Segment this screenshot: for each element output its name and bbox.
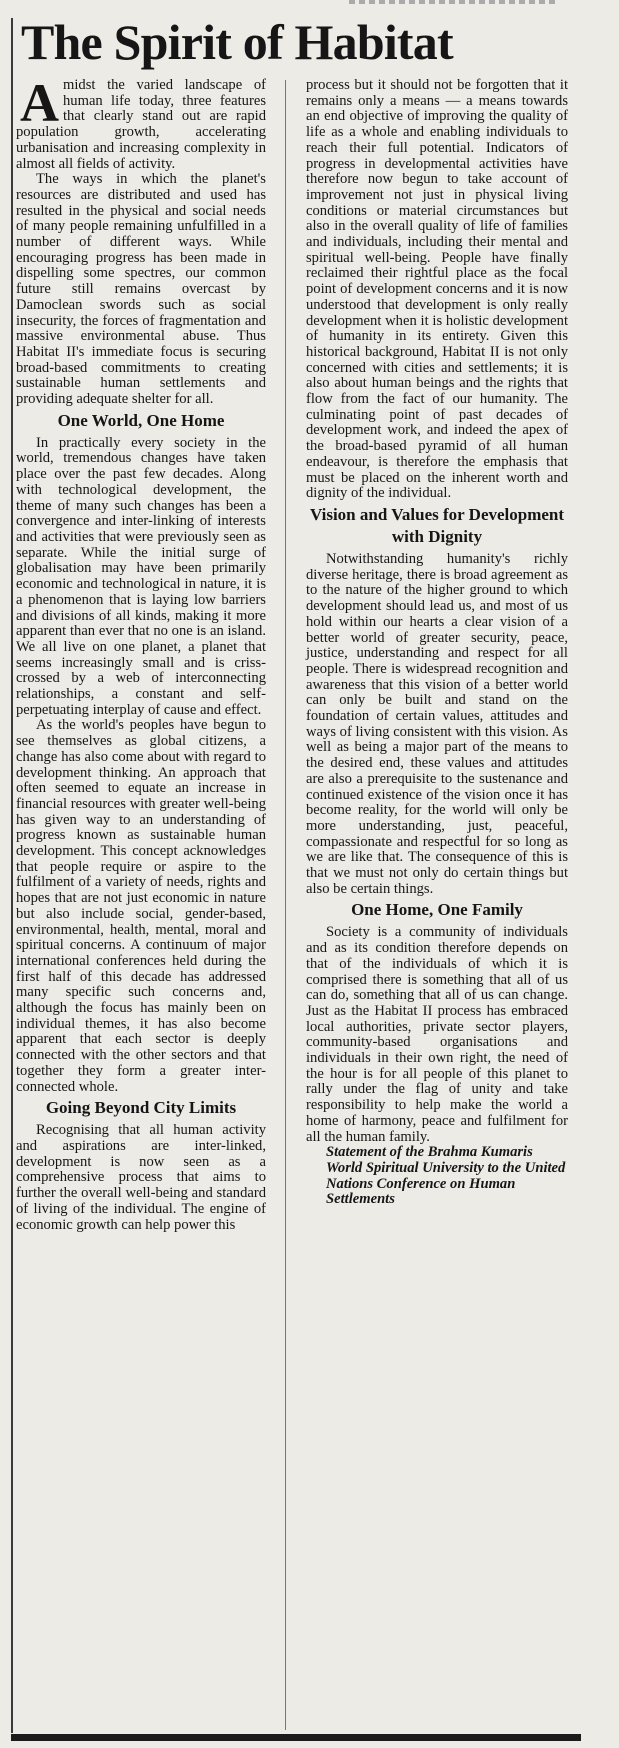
column-right xyxy=(306,78,568,1208)
paragraph: Society is a community of individuals and as its condition therefore depends on that of the individuals of which it is comprised there is something that all of us can do, something that all of us can change. Just as the Habitat II process has embraced local authorities, private sector players, community-based organisations and individuals in their own right, the need of the hour is for all people of this planet to rally under the flag of unity and take responsibility to help make the world a home of harmony, peace and fulfilment for all the human family. xyxy=(306,924,568,1145)
paragraph: Recognising that all human activity and aspirations are inter-linked, development is now seen as a comprehensive process that aims to further the overall well-being and standard of living of the individual. The engine of economic growth can help power this xyxy=(16,1122,266,1233)
bottom-border-rule xyxy=(11,1734,581,1741)
left-border-rule xyxy=(11,18,13,1733)
paragraph: The ways in which the planet's resources are distributed and used has resulted in the physical and social needs of many people remaining unfulfilled in a number of different ways. While encouraging progress has been made in dispelling some spectres, our common future still remains overcast by Damoclean swords such as social insecurity, the forces of fragmentation and massive environmental abuse. Thus Habitat II's immediate focus is securing broad-based commitments to creating sustainable human settlements and providing adequate shelter for all. xyxy=(16,171,266,408)
intro-paragraph: Amidst the varied landscape of human life today, three features that clearly stand out are rapid population growth, accelerating urbanisation and increasing complexity in almost all fields of activity. xyxy=(16,73,266,172)
subheading-vision: Vision and Values for Development with Dignity xyxy=(309,504,565,546)
paragraph-continued: process but it should not be forgotten that it remains only a means — a means towards an end objective of improving the quality of life as a whole and enabling individuals to reach their full potential. Indicators of progress in developmental activities have therefore now begun to take account of improvement not just in physical living conditions or material circumstances but also in the overall quality of life of families and individuals, including their mental and spiritual well-being. People have finally reclaimed their rightful place as the focal point of development concerns and it is now understood that development is only really development when it is holistic development of humanity in its entirety. Given this historical background, Habitat II is not only concerned with cities and settlements; it is also about human beings and the rights that flow from the fact of our humanity. The culminating point of past decades of development work, and indeed the apex of the broad-based pyramid of all human endeavour, is therefore the emphasis that must be placed on the inherent worth and dignity of the individual. xyxy=(306,77,568,502)
subheading-one-home: One Home, One Family xyxy=(351,900,523,920)
paragraph: Notwithstanding humanity's richly diverse heritage, there is broad agreement as to the nature of the higher ground to which development should lead us, and most of us hold within our hearts a clear vision of a better world of greater security, peace, justice, understanding and respect for all people. There is widespread recognition and awareness that this vision of a better world can only be built and stand on the foundation of certain values, attitudes and ways of living consistent with this vision. As well as being a major part of the means to the desired end, these values and attitudes are also a prerequisite to the sustenance and continued existence of the vision once it has become reality, for the world will only be more understanding, just, peaceful, compassionate and respectful for so long as we are like that. The consequence of this is that we must not only do certain things but also be certain things. xyxy=(306,550,568,897)
paragraph: In practically every society in the world, tremendous changes have taken place over the past few decades. Along with technological development, the theme of many such changes has been a convergence and inter-linking of interests and activities that were previously seen as separate. While the initial surge of globalisation may have been primarily economic and technological in nature, it is a phenomenon that is laying low barriers and divisions of all kinds, making it more apparent than ever that no one is an island. We all live on one planet, a planet that seems increasingly small and is criss-crossed by a web of interconnecting relationships, a constant and self-perpetuating interplay of cause and effect. xyxy=(16,434,266,718)
attribution: Statement of the Brahma Kumaris World Spiritual University to the United Nations Conference on Human Settlements xyxy=(326,1144,566,1208)
subheading-one-world: One World, One Home xyxy=(57,410,225,430)
column-divider xyxy=(285,80,286,1730)
headline: The Spirit of Habitat xyxy=(21,14,453,70)
subheading-city-limits: Going Beyond City Limits xyxy=(45,1098,237,1118)
clipping-edge xyxy=(349,0,559,4)
column-left xyxy=(16,73,266,1233)
paragraph: As the world's peoples have begun to see themselves as global citizens, a change has also come about with regard to development thinking. An approach that often seemed to equate an increase in financial resources with greater well-being has given way to an understanding of progress known as sustainable human development. This concept acknowledges that people require or aspire to the fulfilment of a variety of needs, rights and hopes that are not just economic in nature but also include social, gender-based, environmental, health, mental, moral and spiritual concerns. A continuum of major international conferences held during the first half of this decade has addressed many specific such concerns and, although the focus has mainly been on individual themes, it has also become apparent that each sector is deeply connected with the other sectors and that together they form a greater inter-connected whole. xyxy=(16,717,266,1095)
